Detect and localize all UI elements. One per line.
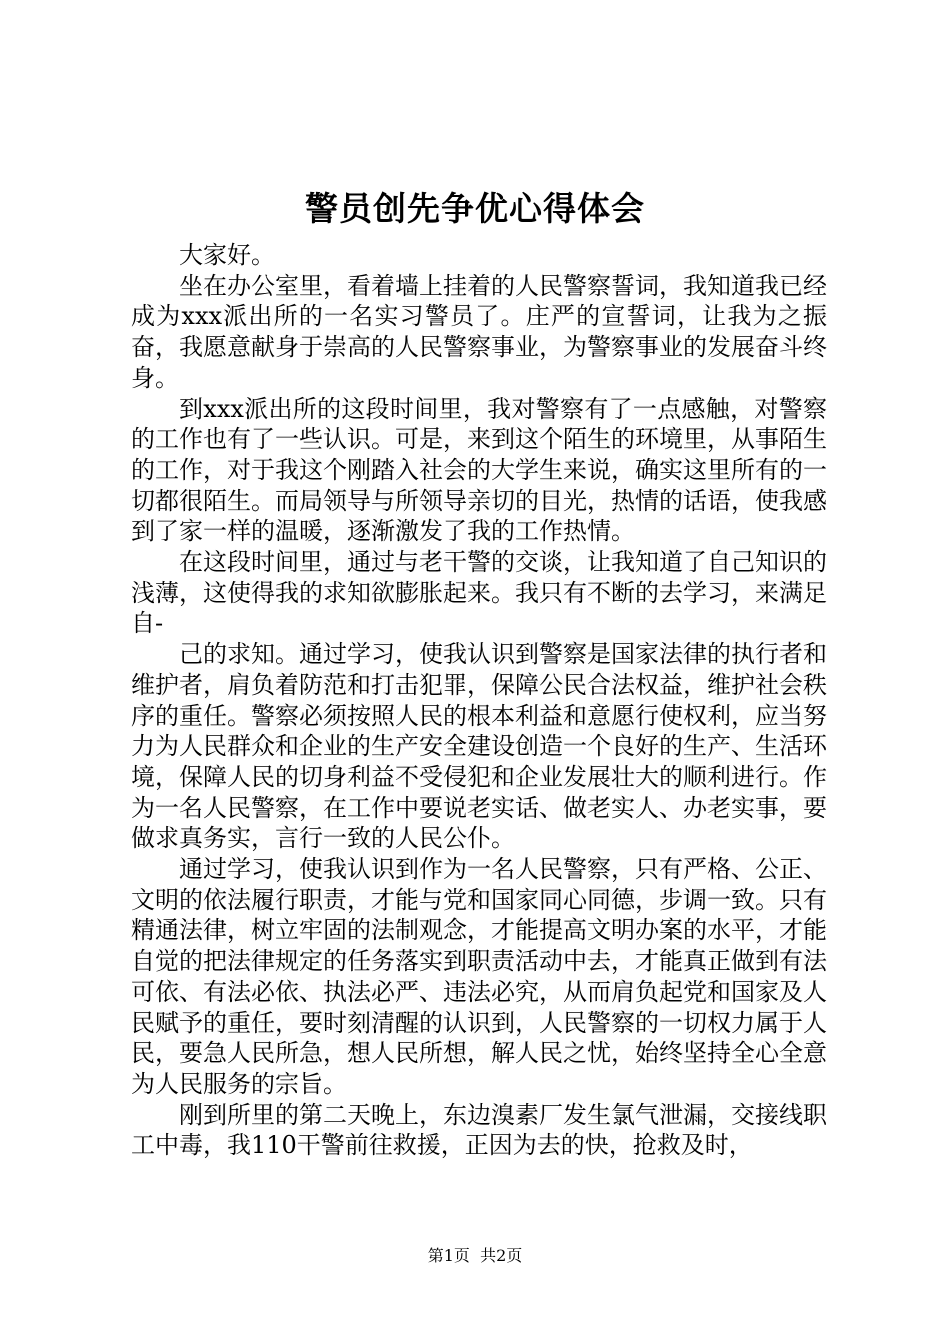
- paragraph-incident: 刚到所里的第二天晚上，东边溴素厂发生氯气泄漏，交接线职工中毒，我110干警前往救援，正因为去的快，抢救及时，: [131, 1100, 827, 1160]
- paragraph-impressions: 到xxx派出所的这段时间里，我对警察有了一点感触，对警察的工作也有了一些认识。可是，来到这个陌生的环境里，从事陌生的工作，对于我这个刚踏入社会的大学生来说，确实这里所有的一切都很陌生。而局领导与所领导亲切的目光，热情的话语，使我感到了家一样的温暖，逐渐激发了我的工作热情。: [131, 394, 827, 546]
- paragraph-learning: 在这段时间里，通过与老干警的交谈，让我知道了自己知识的浅薄，这使得我的求知欲膨胀起来。我只有不断的去学习，来满足自-: [131, 548, 827, 638]
- paragraph-oath: 坐在办公室里，看着墙上挂着的人民警察誓词，我知道我已经成为xxx派出所的一名实习警员了。庄严的宣誓词，让我为之振奋，我愿意献身于崇高的人民警察事业，为警察事业的发展奋斗终身。: [131, 271, 827, 392]
- page-number: 第1页: [427, 1246, 470, 1265]
- document-body: [131, 240, 827, 1161]
- paragraph-rule-of-law: 通过学习，使我认识到作为一名人民警察，只有严格、公正、文明的依法履行职责，才能与党和国家同心同德，步调一致。只有精通法律，树立牢固的法制观念，才能提高文明办案的水平，才能自觉的把法律规定的任务落实到职责活动中去，才能真正做到有法可依、有法必依、执法必严、违法必究，从而肩负起党和国家及人民赋予的重任，要时刻清醒的认识到，人民警察的一切权力属于人民，要急人民所急，想人民所想，解人民之忧，始终坚持全心全意为人民服务的宗旨。: [131, 855, 827, 1098]
- paragraph-greeting: 大家好。: [179, 241, 275, 269]
- page-footer: [0, 1246, 950, 1266]
- page-total: 共2页: [480, 1246, 523, 1265]
- paragraph-police-duty: 己的求知。通过学习，使我认识到警察是国家法律的执行者和维护者，肩负着防范和打击犯罪，保障公民合法权益，维护社会秩序的重任。警察必须按照人民的根本利益和意愿行使权利，应当努力为人民群众和企业的生产安全建设创造一个良好的生产、生活环境，保障人民的切身利益不受侵犯和企业发展壮大的顺利进行。作为一名人民警察，在工作中要说老实话、做老实人、办老实事，要做求真务实，言行一致的人民公仆。: [131, 640, 827, 853]
- document-title: 警员创先争优心得体会: [305, 189, 645, 228]
